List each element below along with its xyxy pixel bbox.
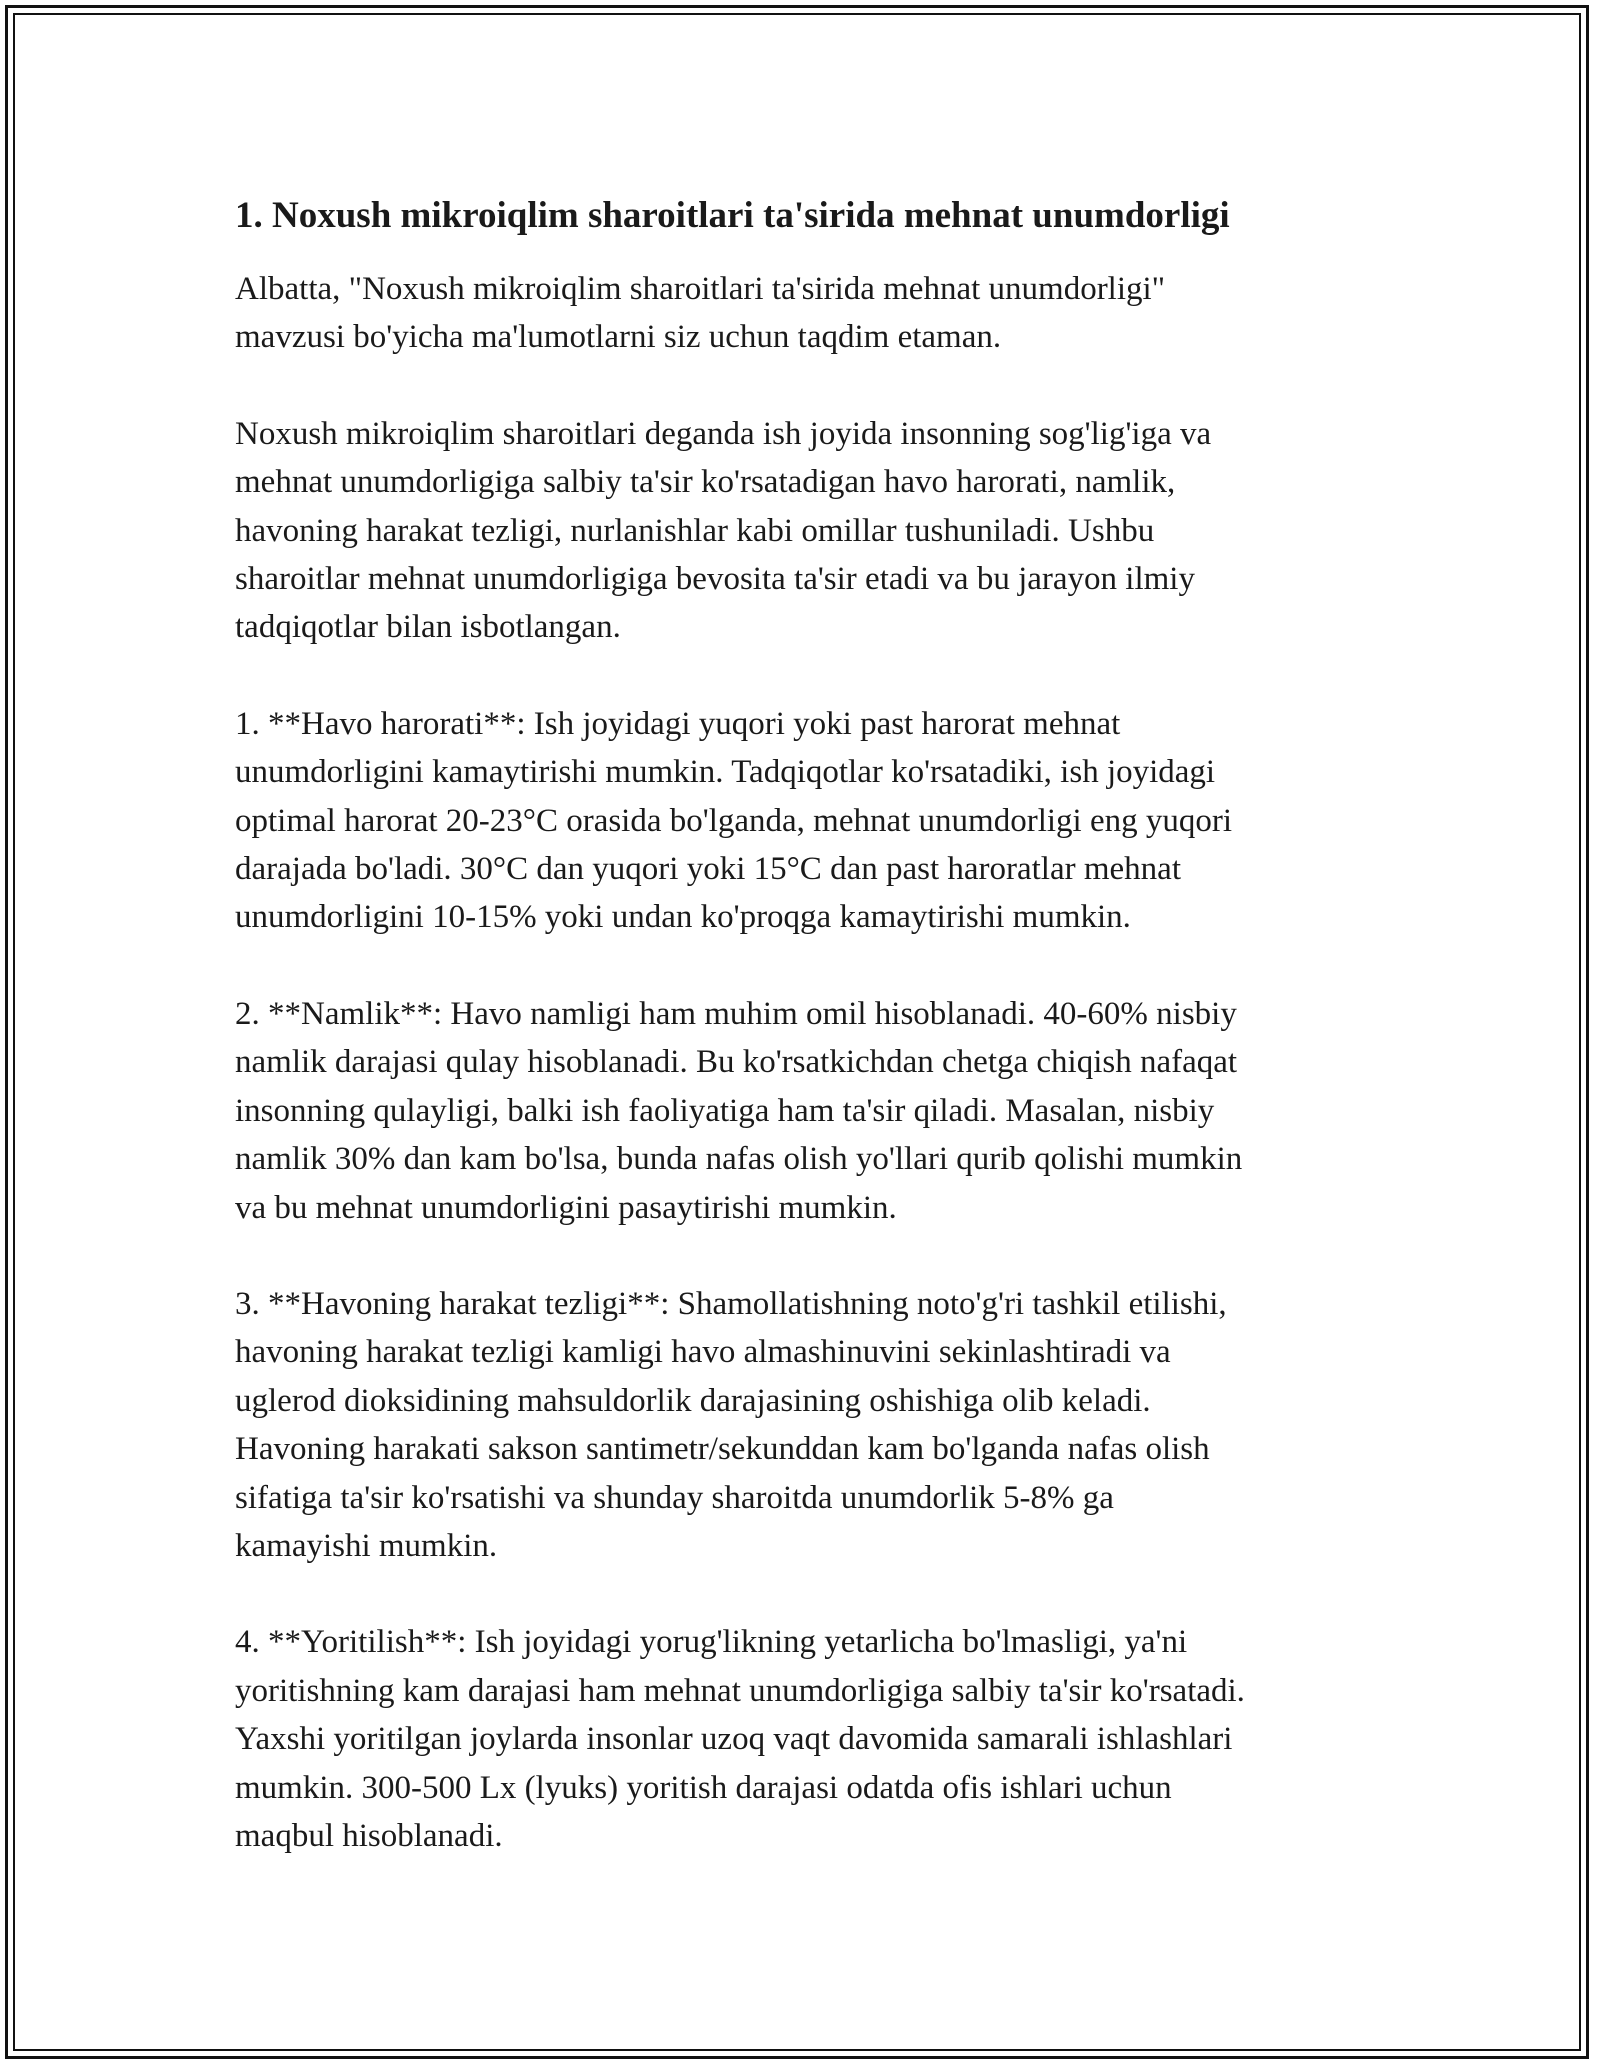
- paragraph-intro: Albatta, "Noxush mikroiqlim sharoitlari ta'sirida mehnat unumdorligi" mavzusi bo'yicha ma'lumotlarni siz uchun taqdim etaman.: [235, 271, 1166, 356]
- document-body: [235, 185, 1385, 1908]
- paragraph-humidity: 2. **Namlik**: Havo namligi ham muhim omil hisoblanadi. 40-60% nisbiy namlik darajasi qulay hisoblanadi. Bu ko'rsatkichdan chetga chiqish nafaqat insonning qulayligi, balki ish faoliyatiga ham ta'sir qiladi. Masalan, nisbiy namlik 30% dan kam bo'lsa, bunda nafas olish yo'llari qurib qolishi mumkin va bu mehnat unumdorligini pasaytirishi mumkin.: [235, 995, 1243, 1226]
- paragraph-air-temperature: 1. **Havo harorati**: Ish joyidagi yuqori yoki past harorat mehnat unumdorligini kamaytirishi mumkin. Tadqiqotlar ko'rsatadiki, ish joyidagi optimal harorat 20-23°C orasida bo'lganda, mehnat unumdorligi eng yuqori darajada bo'ladi. 30°C dan yuqori yoki 15°C dan past haroratlar mehnat unumdorligini 10-15% yoki undan ko'proqga kamaytirishi mumkin.: [235, 705, 1233, 936]
- paragraph-definition: Noxush mikroiqlim sharoitlari deganda ish joyida insonning sog'lig'iga va mehnat unumdorligiga salbiy ta'sir ko'rsatadigan havo harorati, namlik, havoning harakat tezligi, nurlanishlar kabi omillar tushuniladi. Ushbu sharoitlar mehnat unumdorligiga bevosita ta'sir etadi va bu jarayon ilmiy tadqiqotlar bilan isbotlangan.: [235, 415, 1212, 646]
- paragraph-air-velocity: 3. **Havoning harakat tezligi**: Shamollatishning noto'g'ri tashkil etilishi, havoning harakat tezligi kamligi havo almashinuvini sekinlashtiradi va uglerod dioksidining mahsuldorlik darajasining oshishiga olib keladi. Havoning harakati sakson santimetr/sekunddan kam bo'lganda nafas olish sifatiga ta'sir ko'rsatishi va shunday sharoitda unumdorlik 5-8% ga kamayishi mumkin.: [235, 1285, 1227, 1564]
- document-title: 1. Noxush mikroiqlim sharoitlari ta'sirida mehnat unumdorligi: [235, 195, 1230, 236]
- paragraph-lighting: 4. **Yoritilish**: Ish joyidagi yorug'likning yetarlicha bo'lmasligi, ya'ni yoritishning kam darajasi ham mehnat unumdorligiga salbiy ta'sir ko'rsatadi. Yaxshi yoritilgan joylarda insonlar uzoq vaqt davomida samarali ishlashlari mumkin. 300-500 Lx (lyuks) yoritish darajasi odatda ofis ishlari uchun maqbul hisoblanadi.: [235, 1624, 1245, 1854]
